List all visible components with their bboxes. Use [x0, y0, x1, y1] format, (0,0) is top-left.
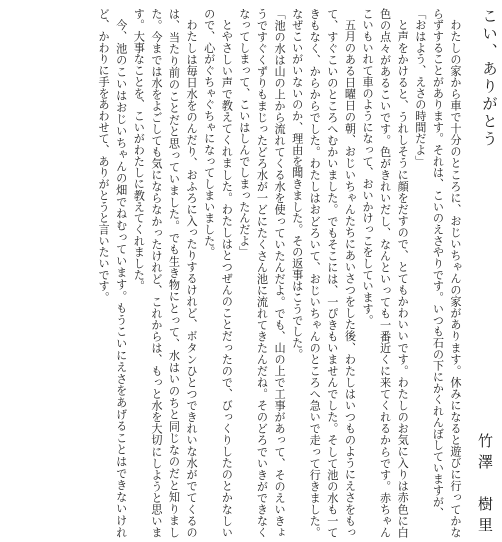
essay-page [6, 8, 496, 538]
dialog-grandpa: 「池の水は山の上から流れてくる水を使っていたんだよ。でも、山の上で工事があって、そのえいきょうですぐくずりもまじったどろ水が一どにたくさん池に流れてきたんだね。そのどろでいきができなくなってしまって、こいはしんでしまったんだよ」 [237, 8, 287, 538]
essay-body [95, 8, 464, 538]
dialog-greeting: 「おはよう、えさの時間だよ」 [413, 8, 427, 167]
paragraph-3: 五月のある日曜日の朝、おじいちゃんたちにあいさつをした後、わたしはいつものようにえさをもって、すぐこいのところへむかいました。でもそこには、一ぴきもいませんでした。そして池の水も一てきもなく、からからでした。わたしはおどろいて、おじいちゃんのところへ急いで走って行きました。なぜこいがいないのか、理由を聞きました。その返事はこうでした。 [290, 8, 357, 538]
paragraph-5: わたしは毎日水をのんだり、おふろに入ったりするけれど、ボタンひとつできれいな水がでてくるのは、当たり前のことだと思っていました。でも生き物にとって、水はいのちと同じなのだと知りました。今までは水をよごしても気にならなかったけれど、これからは、もっと水を大切にしようと思います。大事なことを、こいがわたしに教えてくれました。 [132, 8, 199, 538]
paragraph-4: とやさしい声で教えてくれました。わたしはとつぜんのことだったので、びっくりしたのとかなしいので、心がぐちゃぐちゃになってしまいました。 [202, 8, 234, 538]
paragraph-1: わたしの家から車で十分のところに、おじいちゃんの家があります。休みになると遊びに行ってかならずすることがあります。それは、こいのえさやりです。いつも石の下にかくれんぼしていますが、 [431, 8, 462, 538]
paragraph-6: 今、池のこいはおじいちゃんの畑でねむっています。もうこいにえさをあげることはできないけれど、かわりに手をあわせて、ありがとうと言いたいです。 [97, 8, 128, 538]
author-name: 竹澤 樹里 [476, 433, 494, 538]
essay-title: こい、ありがとう [480, 8, 498, 148]
paragraph-2: と声をかけると、うれしそうに顔をだすので、とてもかわいいです。わたしのお気に入りは赤色に白色の点々があるこいです。色がきれいだし、なんといっても一番近くに来てくれるからです。赤ちゃんこいもいれて車のようになって、おいかけっこをしています。 [361, 8, 410, 538]
title-row [472, 8, 496, 538]
